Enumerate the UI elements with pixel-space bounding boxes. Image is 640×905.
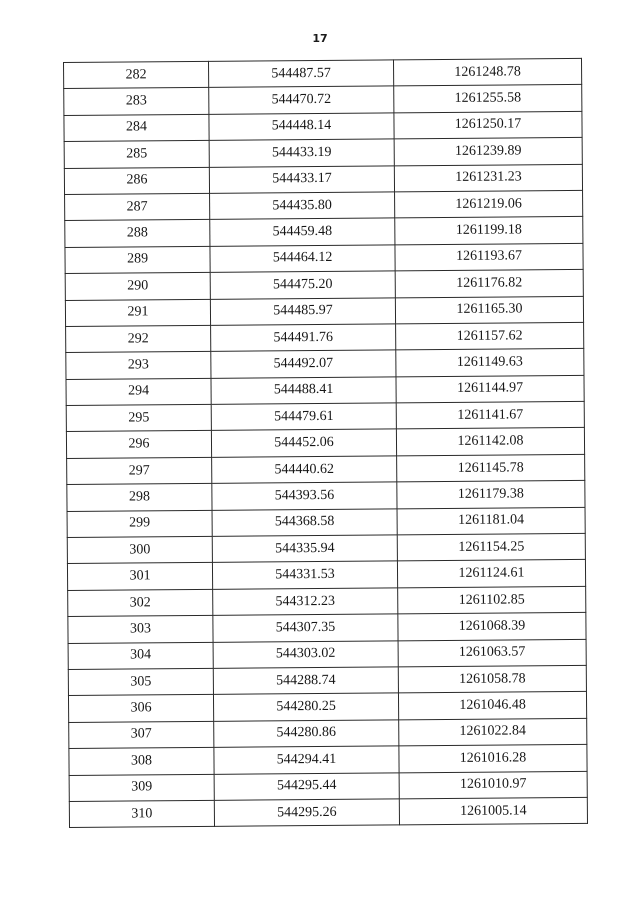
table-row [69,797,587,827]
y-coordinate-cell: 1261248.78 [393,58,581,86]
y-coordinate-cell: 1261157.62 [396,322,584,350]
table-row [65,217,583,247]
x-coordinate-cell: 544393.56 [212,482,397,510]
point-number-cell: 290 [65,272,210,300]
table-row [65,270,583,300]
table-row [68,613,586,643]
x-coordinate-cell: 544479.61 [211,403,396,431]
table-row [66,401,584,431]
table-row [68,692,586,722]
x-coordinate-cell: 544433.19 [209,139,394,167]
point-number-cell: 284 [64,114,209,142]
x-coordinate-cell: 544485.97 [210,297,395,325]
y-coordinate-cell: 1261179.38 [397,481,585,509]
y-coordinate-cell: 1261145.78 [397,454,585,482]
x-coordinate-cell: 544448.14 [209,113,394,141]
table-row [64,85,582,115]
table-row [65,296,583,326]
y-coordinate-cell: 1261239.89 [394,138,582,166]
y-coordinate-cell: 1261016.28 [399,745,587,773]
y-coordinate-cell: 1261063.57 [398,639,586,667]
x-coordinate-cell: 544295.26 [214,799,399,827]
table-row [69,745,587,775]
table-body [64,58,588,827]
x-coordinate-cell: 544475.20 [210,271,395,299]
x-coordinate-cell: 544452.06 [211,429,396,457]
table-row [64,111,582,141]
point-number-cell: 309 [69,774,214,802]
point-number-cell: 287 [65,193,210,221]
y-coordinate-cell: 1261149.63 [396,349,584,377]
table-row [65,190,583,220]
y-coordinate-cell: 1261154.25 [397,533,585,561]
point-number-cell: 303 [68,616,213,644]
point-number-cell: 295 [66,404,211,432]
x-coordinate-cell: 544488.41 [211,377,396,405]
x-coordinate-cell: 544491.76 [211,324,396,352]
y-coordinate-cell: 1261005.14 [399,797,587,825]
x-coordinate-cell: 544433.17 [209,165,394,193]
x-coordinate-cell: 544464.12 [210,245,395,273]
x-coordinate-cell: 544459.48 [210,218,395,246]
table-row [67,560,585,590]
y-coordinate-cell: 1261144.97 [396,375,584,403]
table-row [64,138,582,168]
point-number-cell: 283 [64,88,209,116]
point-number-cell: 282 [64,61,209,89]
point-number-cell: 308 [69,747,214,775]
x-coordinate-cell: 544280.25 [213,693,398,721]
point-number-cell: 301 [67,563,212,591]
x-coordinate-cell: 544303.02 [213,640,398,668]
page-number: 17 [312,32,328,45]
x-coordinate-cell: 544368.58 [212,509,397,537]
y-coordinate-cell: 1261102.85 [398,586,586,614]
x-coordinate-cell: 544487.57 [208,60,393,88]
y-coordinate-cell: 1261199.18 [395,217,583,245]
point-number-cell: 307 [69,721,214,749]
point-number-cell: 299 [67,510,212,538]
table-row [65,243,583,273]
point-number-cell: 310 [69,800,214,828]
point-number-cell: 292 [66,325,211,353]
y-coordinate-cell: 1261255.58 [394,85,582,113]
coordinates-table [63,58,588,828]
point-number-cell: 305 [68,668,213,696]
x-coordinate-cell: 544435.80 [210,192,395,220]
y-coordinate-cell: 1261010.97 [399,771,587,799]
point-number-cell: 293 [66,352,211,380]
point-number-cell: 288 [65,220,210,248]
table-row [66,375,584,405]
y-coordinate-cell: 1261193.67 [395,243,583,271]
table-row [67,481,585,511]
x-coordinate-cell: 544307.35 [213,614,398,642]
table-row [66,322,584,352]
table-row [64,164,582,194]
y-coordinate-cell: 1261181.04 [397,507,585,535]
table-row [68,586,586,616]
y-coordinate-cell: 1261141.67 [396,401,584,429]
point-number-cell: 304 [68,642,213,670]
x-coordinate-cell: 544335.94 [212,535,397,563]
y-coordinate-cell: 1261176.82 [395,270,583,298]
x-coordinate-cell: 544312.23 [213,588,398,616]
point-number-cell: 302 [68,589,213,617]
y-coordinate-cell: 1261046.48 [398,692,586,720]
table-row [69,771,587,801]
y-coordinate-cell: 1261068.39 [398,613,586,641]
y-coordinate-cell: 1261165.30 [395,296,583,324]
point-number-cell: 298 [67,484,212,512]
point-number-cell: 289 [65,246,210,274]
x-coordinate-cell: 544492.07 [211,350,396,378]
table-row [68,665,586,695]
point-number-cell: 300 [67,536,212,564]
y-coordinate-cell: 1261250.17 [394,111,582,139]
x-coordinate-cell: 544331.53 [212,561,397,589]
point-number-cell: 291 [65,299,210,327]
y-coordinate-cell: 1261142.08 [396,428,584,456]
x-coordinate-cell: 544440.62 [212,456,397,484]
table-row [67,454,585,484]
y-coordinate-cell: 1261022.84 [399,718,587,746]
table-row [66,428,584,458]
y-coordinate-cell: 1261219.06 [395,190,583,218]
y-coordinate-cell: 1261231.23 [394,164,582,192]
point-number-cell: 306 [68,695,213,723]
table-row [64,58,582,88]
x-coordinate-cell: 544280.86 [214,720,399,748]
y-coordinate-cell: 1261124.61 [397,560,585,588]
table-row [66,349,584,379]
x-coordinate-cell: 544294.41 [214,746,399,774]
table-row [67,533,585,563]
point-number-cell: 297 [67,457,212,485]
point-number-cell: 296 [66,431,211,459]
table-row [69,718,587,748]
x-coordinate-cell: 544288.74 [213,667,398,695]
point-number-cell: 286 [64,167,209,195]
table-row [68,639,586,669]
point-number-cell: 285 [64,141,209,169]
table-row [67,507,585,537]
x-coordinate-cell: 544470.72 [209,86,394,114]
point-number-cell: 294 [66,378,211,406]
x-coordinate-cell: 544295.44 [214,772,399,800]
y-coordinate-cell: 1261058.78 [398,665,586,693]
